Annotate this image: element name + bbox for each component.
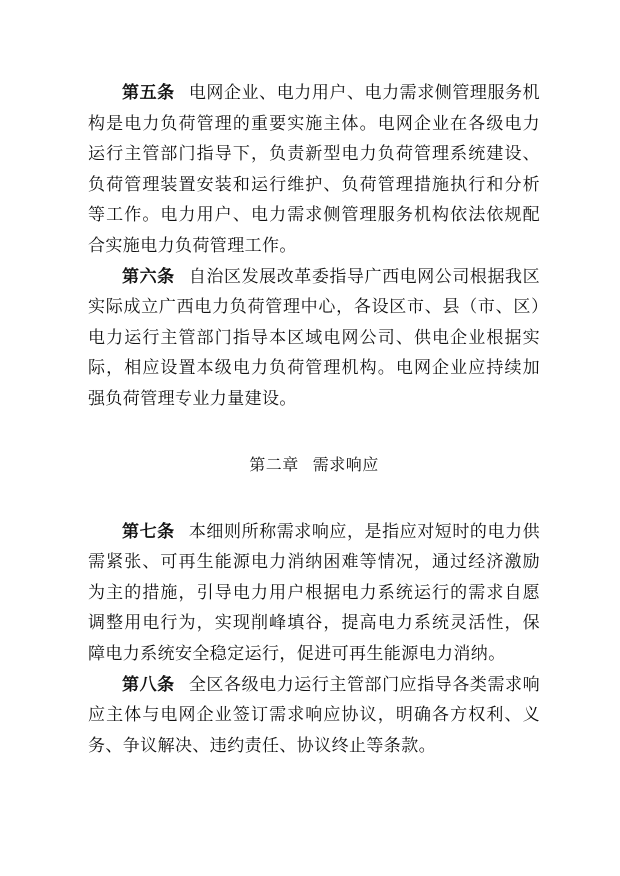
article-6-text: 自治区发展改革委指导广西电网公司根据我区实际成立广西电力负荷管理中心，各设区市、县（市、区）电力运行主管部门指导本区域电网公司、供电企业根据实际，相应设置本级电力负荷管理机构。电网企业应持续加强负荷管理专业力量建设。 <box>88 266 541 409</box>
article-5-number: 第五条 <box>122 83 175 103</box>
article-7-number: 第七条 <box>122 521 175 542</box>
article-8 <box>88 670 540 762</box>
article-5-text: 电网企业、电力用户、电力需求侧管理服务机构是电力负荷管理的重要实施主体。电网企业在各级电力运行主管部门指导下，负责新型电力负荷管理系统建设、负荷管理装置安装和运行维护、负荷管理措施执行和分析等工作。电力用户、电力需求侧管理服务机构依法依规配合实施电力负荷管理工作。 <box>88 83 541 256</box>
article-7 <box>88 517 540 670</box>
article-6 <box>88 262 540 415</box>
article-6-number: 第六条 <box>122 266 175 287</box>
chapter-heading <box>88 453 540 477</box>
chapter-title: 需求响应 <box>312 454 379 474</box>
article-7-text: 本细则所称需求响应，是指应对短时的电力供需紧张、可再生能源电力消纳困难等情况，通过经济激励为主的措施，引导电力用户根据电力系统运行的需求自愿调整用电行为，实现削峰填谷，提高电力系统灵活性，保障电力系统安全稳定运行，促进可再生能源电力消纳。 <box>88 521 541 664</box>
article-5 <box>88 78 540 262</box>
chapter-number: 第二章 <box>249 454 299 474</box>
article-8-text: 全区各级电力运行主管部门应指导各类需求响应主体与电网企业签订需求响应协议，明确各方权利、义务、争议解决、违约责任、协议终止等条款。 <box>88 674 541 756</box>
document-page <box>88 78 540 761</box>
article-8-number: 第八条 <box>122 674 175 695</box>
